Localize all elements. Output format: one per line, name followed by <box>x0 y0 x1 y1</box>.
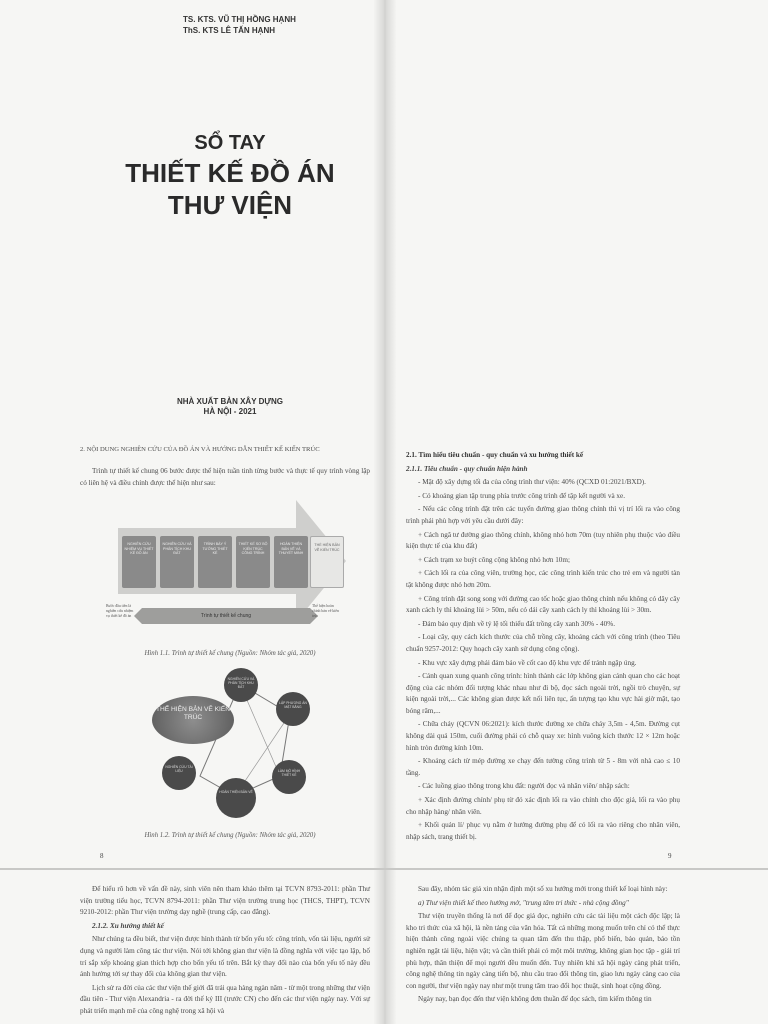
cycle-center: THỂ HIỆN BẢN VẼ KIẾN TRÚC <box>152 696 234 744</box>
p10-para-3: Lịch sử ra đời của các thư viện thế giới đã trải qua hàng ngàn năm - từ một trong những thư viện đầu tiên - Thư viện Alexandria - ra đời thế kỷ III (trước CN) cho đến các thư viện ngày nay. Với sự phát triển mạnh mẽ của công nghệ trong xã hội và <box>80 983 370 1015</box>
stage-4: THIẾT KẾ SƠ BỘ KIẾN TRÚC CÔNG TRÌNH <box>236 536 270 588</box>
p9-para-5: + Cách trạm xe buýt công cộng không nhỏ hơn 10m; <box>418 555 570 564</box>
spine-shadow <box>374 870 396 1024</box>
cover-title-line2: THIẾT KẾ ĐỒ ÁN <box>125 158 335 188</box>
section-heading: 2. NỘI DUNG NGHIÊN CỨU CỦA ĐỒ ÁN VÀ HƯỚNG DẪN THIẾT KẾ KIẾN TRÚC <box>80 446 320 453</box>
page-8-heading <box>80 444 370 456</box>
cover-authors <box>183 14 296 36</box>
cover-author-2: ThS. KTS LÊ TẤN HẠNH <box>183 26 275 35</box>
publisher-place-year: HÀ NỘI - 2021 <box>203 407 257 416</box>
p9-para-4: + Cách ngã tư đường giao thông chính, không nhỏ hơn 70m (tuy nhiên phụ thuộc vào điều kiện thực tế của khu đất) <box>406 530 680 551</box>
figure-design-sequence <box>106 500 344 640</box>
p9-para-10: - Khu vực xây dựng phải đảm bảo về cốt cao độ khu vực để tránh ngập úng. <box>418 658 637 667</box>
figure-note-right: Thể hiện hoàn chỉnh bản vẽ kiến trúc <box>312 604 339 618</box>
cycle-node-4: HOÀN THIỆN BẢN VẼ <box>216 778 256 818</box>
p10-para-1: Để hiểu rõ hơn về vấn đề này, sinh viên nên tham khảo thêm tại TCVN 8793-2011: phần Thư viện trường tiểu học, TCVN 8794-2011: phần Thư viện trường trung học (THCS, THPT), TCVN 9210-2012: phần Thư viện trường dạy nghề (trung cấp, cao đẳng). <box>80 885 370 917</box>
cover-title-line1: SỔ TAY <box>194 132 266 154</box>
p10-para-2: Như chúng ta đều biết, thư viện được hình thành từ bốn yếu tố: công trình, vốn tài liệu, người sử dụng và người làm công tác thư viện. Nói tới không gian thư viện là đồng nghĩa với việc tạo lập, bố trí sắp xếp khoảng gian thích hợp cho bốn yếu tố trên. Bắt kỳ thay đổi nào của bốn yếu tố này đều ảnh hưởng tới sự thay đổi của không gian thư viện. <box>80 935 370 979</box>
section-2-1-heading: 2.1. Tìm hiểu tiêu chuẩn - quy chuẩn và xu hướng thiết kế <box>406 451 584 459</box>
page-10-text <box>80 884 370 1020</box>
stage-3: TRÌNH BÀY Ý TƯỞNG THIẾT KẾ <box>198 536 232 588</box>
figure-1-caption: Hình 1.1. Trình tự thiết kế chung (Nguồn: Nhóm tác giả, 2020) <box>144 650 316 657</box>
p9-para-3: - Nếu các công trình đặt trên các tuyến đường giao thông chính thì vị trí lối ra vào công trình phải phù hợp với yêu cầu dưới đây: <box>406 505 680 525</box>
cover-spread <box>0 0 768 430</box>
p9-para-7: + Công trình đặt song song với đường cao tốc hoặc giao thông chính nếu không có dây cây xanh cách ly thì khoảng lùi > 50m, nếu có dải cây xanh cách ly thì khoảng lùi > 30m. <box>406 594 680 615</box>
section-2-1-2-heading: 2.1.2. Xu hướng thiết kế <box>92 921 164 930</box>
cover-author-1: TS. KTS. VŨ THỊ HỒNG HẠNH <box>183 15 296 24</box>
figure-2-caption: Hình 1.2. Trình tự thiết kế chung (Nguồn: Nhóm tác giả, 2020) <box>144 832 316 839</box>
p11-para-2: Thư viện truyền thống là nơi để đọc giả đọc, nghiên cứu các tài liệu một cách độc lập; là kho tri thức của xã hội, là nền tảng của văn hóa. Tất cả những mong muốn trên chỉ có thể thực hiện thành công ngoài việc chúng ta quan tâm đến thu thập, phổ biến, bảo quản, bảo tồn nghiên ngặt tài liệu, hiện vật; và cần thiết phải có một môi trường, không gian học tập - giải trí phù hợp, thân thiện để mọi người đều muốn đến. Tuy nhiên khi xã hội ngày càng phát triển, công nghệ thông tin ngày càng tiến bộ, nhu cầu trao đổi thông tin, giao lưu ngày càng cao của con người, thư viện ngày nay như một trung tâm trao đổi học thuật, sinh hoạt cộng đồng. <box>406 912 680 990</box>
section-2-1-1-heading: 2.1.1. Tiêu chuẩn - quy chuẩn hiện hành <box>406 464 528 473</box>
p9-para-16: + Khối quản lí/ phục vụ nằm ở hướng đường phụ để có lối ra vào riêng cho nhân viên, nhập sách, trang thiết bị. <box>406 821 680 841</box>
p9-para-8: - Đảm bảo quy định về tỷ lệ tối thiểu đất trồng cây xanh 30% - 40%. <box>418 619 616 628</box>
cover-publisher <box>80 397 380 417</box>
p11-para-3: Ngày nay, bạn đọc đến thư viện không đơn thuần để đọc sách, tìm kiếm thông tin <box>418 995 652 1004</box>
section-a-heading: a) Thư viện thiết kế theo hướng mở, "trung tâm tri thức - nhà cộng đồng" <box>418 898 629 907</box>
p9-para-13: - Khoảng cách từ mép đường xe chạy đến tường công trình từ 5 - 8m với nhà cao ≤ 10 tầng. <box>406 757 680 777</box>
p9-para-15: + Xác định đường chính/ phụ từ đó xác định lối ra vào chính cho độc giả, lối ra vào phụ cho nhập hàng/ nhân viên. <box>406 796 680 816</box>
p9-para-1: - Mật độ xây dựng tối đa của công trình thư viện: 40% (QCXD 01:2021/BXD). <box>418 478 646 487</box>
stage-1: NGHIÊN CỨU NHIỆM VỤ THIẾT KẾ ĐỒ ÁN <box>122 536 156 588</box>
p9-para-9: - Loại cây, quy cách kích thước của chỗ trồng cây, khoảng cách với công trình (theo Tiêu chuẩn 9257-2012: Quy hoạch cây xanh sử dụng công cộng). <box>406 633 680 653</box>
spine-shadow <box>374 430 396 868</box>
page-9-text <box>406 450 680 845</box>
cycle-node-5: NGHIÊN CỨU TÀI LIỆU <box>162 756 196 790</box>
p9-para-2: - Có khoảng gian tập trung phía trước công trình để tập kết người và xe. <box>418 491 626 500</box>
stage-2: NGHIÊN CỨU VÀ PHÂN TÍCH KHU ĐẤT <box>160 536 194 588</box>
p11-para-1: Sau đây, nhóm tác giả xin nhận định một số xu hướng mới trong thiết kế loại hình này: <box>418 885 668 893</box>
page-8-intro <box>80 466 370 491</box>
cycle-node-2: LẬP PHƯƠNG ÁN MẶT BẰNG <box>276 692 310 726</box>
p9-para-14: - Các luồng giao thông trong khu đất: người đọc và nhân viên/ nhập sách: <box>418 782 630 791</box>
stage-5: HOÀN THIỆN BẢN VẼ VÀ THUYẾT MINH <box>274 536 308 588</box>
cycle-node-1: NGHIÊN CỨU VÀ PHÂN TÍCH KHU ĐẤT <box>224 668 258 702</box>
cover-title-line3: THƯ VIỆN <box>167 190 293 220</box>
intro-paragraph: Trình tự thiết kế chung 06 bước được thể hiện tuần tinh từng bước và thực tế quy trình vòng lặp có liên hệ và điều chỉnh được thể hiện như sau: <box>80 467 370 487</box>
flow-label-bar: Trình tự thiết kế chung <box>142 608 310 624</box>
p9-para-11: - Cảnh quan xung quanh công trình: hình thành các lớp không gian cảnh quan cho các hoạt động của các nhóm đối tượng khác nhau như đi bộ, đọc sách ngoài trời, ngồi trò chuyện, sự kiện ngoài trời,... Các không gian được kết nối liên tục, ấn tượng tạo khu vực hài giờ mặt, tạo bóng râm,... <box>406 672 680 715</box>
page-number-8: 8 <box>100 852 104 860</box>
page-number-9: 9 <box>668 852 672 860</box>
p9-para-6: + Cách lối ra của công viên, trường học, các công trình kiến trúc cho trẻ em và người tàn tật không được nhỏ hơn 20m. <box>406 569 680 589</box>
figure-note-left: Bước đầu tiên là nghiên cứu nhiệm vụ thiết kế đồ án <box>106 604 134 618</box>
publisher-name: NHÀ XUẤT BẢN XÂY DỰNG <box>176 397 284 406</box>
stage-6: THỂ HIỆN BẢN VẼ KIẾN TRÚC <box>310 536 344 588</box>
figure-design-cycle <box>140 666 336 826</box>
spread-pages-10-11 <box>0 870 768 1024</box>
cycle-node-3: LÀM MÔ HÌNH THIẾT KẾ <box>272 760 306 794</box>
p9-para-12: - Chữa cháy (QCVN 06:2021): kích thước đường xe chữa cháy 3,5m - 4,5m. Đường cụt không dài quá 150m, cuối đường phải có chỗ quay xe: hình vuông kích thước 12 × 12m hoặc hình tròn đường kính 10m. <box>406 720 680 752</box>
page-11-text <box>406 884 680 1008</box>
